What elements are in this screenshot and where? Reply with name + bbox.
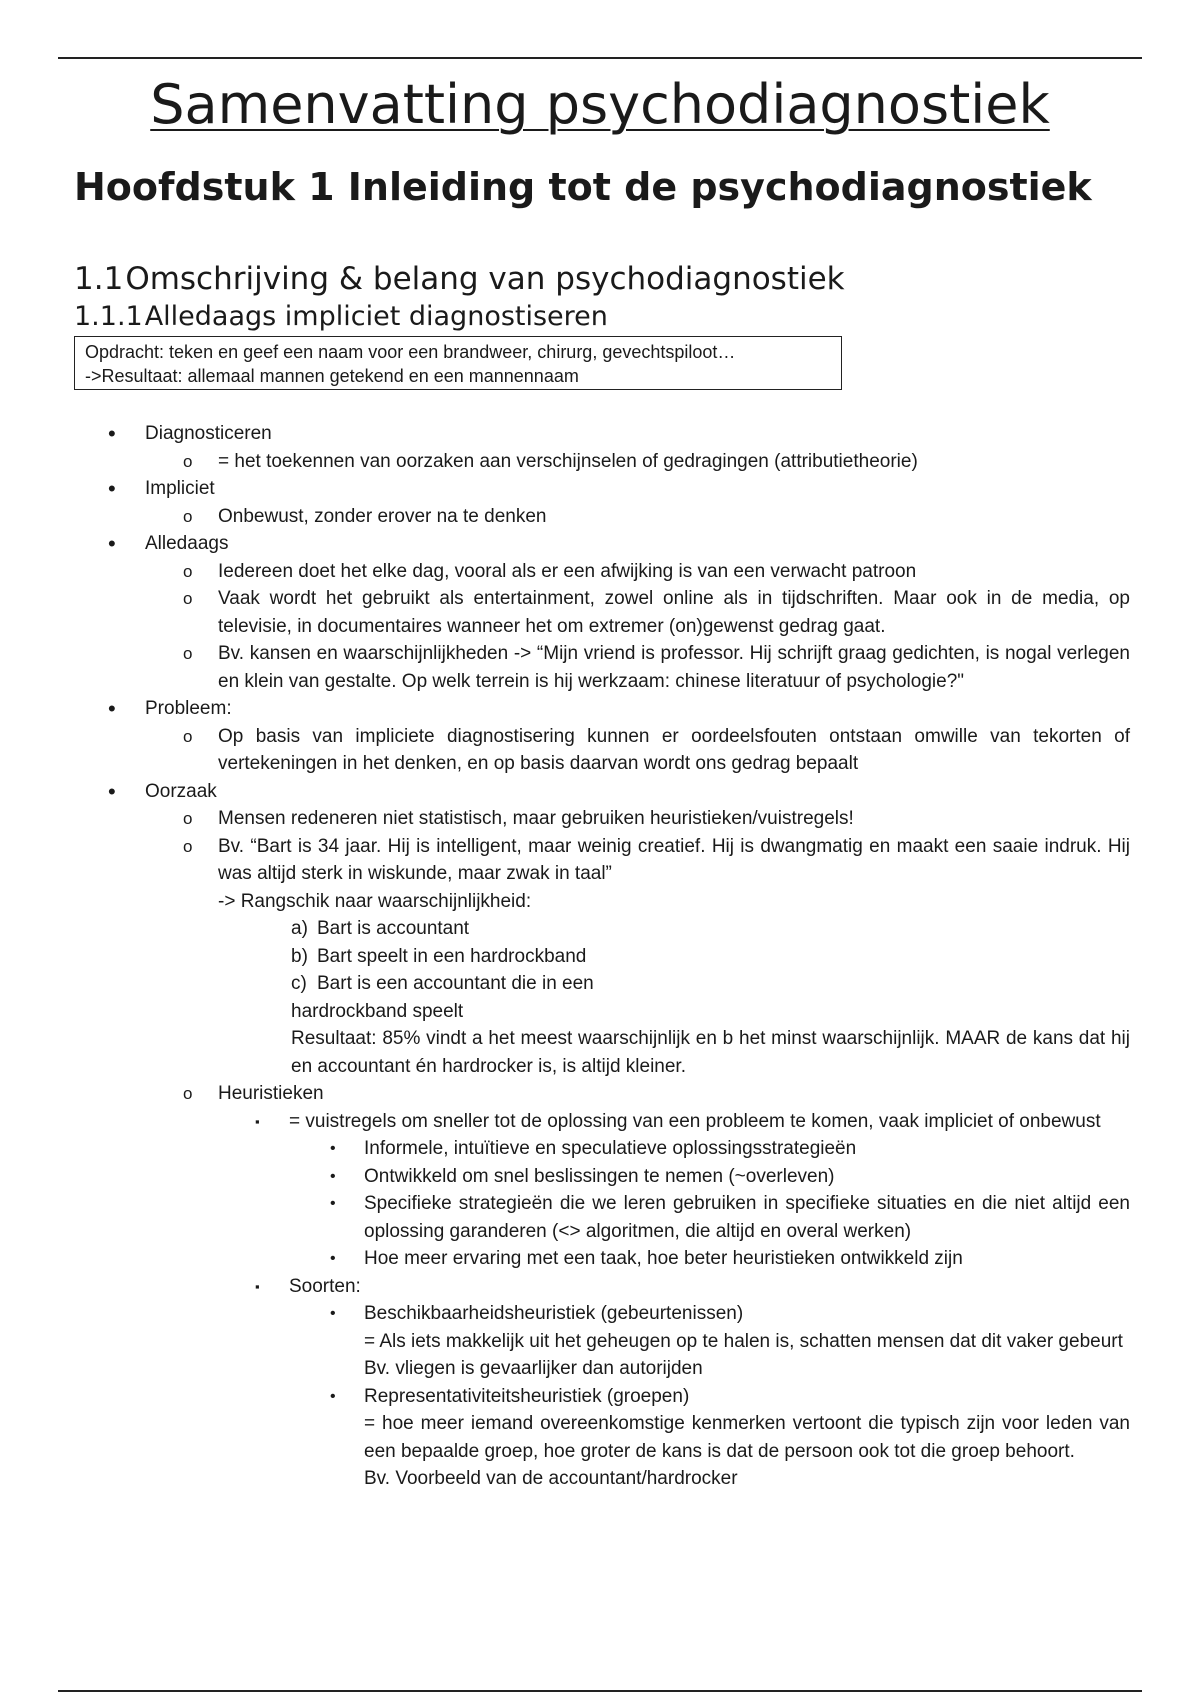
bullet-marker: •: [108, 476, 116, 501]
list-item: o Vaak wordt het gebruikt als entertainment, zowel online als in tijdschriften. Maar ook in de media, op televisie, in documentaires wanneer het om extremer (on)gewenst gedrag gaat.: [0, 585, 1130, 640]
bullet-marker: •: [330, 1195, 336, 1212]
bullet-marker: •: [330, 1167, 336, 1185]
list-item: o Bv. “Bart is 34 jaar. Hij is intelligent, maar weinig creatief. Hij is dwangmatig en maakt een saaie indruk. Hij was altijd sterk in wiskunde, maar zwak in taal”: [0, 833, 1130, 888]
section-number: 1.1: [74, 261, 124, 297]
list-item: • Beschikbaarheidsheuristiek (gebeurtenissen): [0, 1300, 1130, 1328]
list-item: • Specifieke strategieën die we leren gebruiken in specifieke situaties en die niet altijd een oplossing garanderen (<> algoritmen, die altijd en overal werken): [0, 1190, 1130, 1245]
list-item-continuation: Bv. Voorbeeld van de accountant/hardrocker: [364, 1468, 738, 1489]
list-item-continuation: = hoe meer iemand overeenkomstige kenmerken vertoont die typisch zijn voor leden van een bepaalde groep, hoe groter de kans is dat de persoon ook tot die groep behoort.: [364, 1413, 1130, 1462]
bullet-marker: •: [330, 1140, 336, 1157]
circle-marker: o: [183, 561, 193, 581]
chapter-heading: Hoofdstuk 1 Inleiding tot de psychodiagnostiek: [74, 165, 1092, 209]
list-item: o Onbewust, zonder erover na te denken: [0, 503, 1130, 531]
list-item-continuation: = Als iets makkelijk uit het geheugen op te halen is, schatten mensen dat dit vaker gebeurt: [364, 1330, 1123, 1352]
document-title: Samenvatting psychodiagnostiek: [150, 73, 1050, 136]
subsection-number: 1.1.1: [74, 301, 143, 332]
list-item: • Impliciet: [108, 476, 215, 501]
assignment-line: Opdracht: teken en geef een naam voor een brandweer, chirurg, gevechtspiloot…: [85, 342, 736, 362]
list-item: • Oorzaak: [108, 778, 217, 804]
circle-marker: o: [183, 1084, 193, 1103]
bullet-marker: •: [330, 1305, 336, 1322]
bullet-list: [0, 420, 1200, 1493]
list-item: • Ontwikkeld om snel beslissingen te nemen (~overleven): [0, 1163, 1130, 1191]
bottom-rule: [58, 1690, 1142, 1692]
list-item: o Op basis van impliciete diagnostisering kunnen er oordeelsfouten ontstaan omwille van tekorten of vertekeningen in het denken, en op basis daarvan wordt ons gedrag bepaalt: [0, 723, 1130, 778]
section-heading: [74, 259, 845, 299]
list-item: o = het toekennen van oorzaken aan verschijnselen of gedragingen (attributietheorie): [0, 448, 1130, 476]
list-item: • Informele, intuïtieve en speculatieve oplossingsstrategieën: [0, 1135, 1130, 1163]
option-item: b) Bart speelt in een hardrockband: [291, 945, 587, 967]
list-item: • Representativiteitsheuristiek (groepen): [0, 1383, 1130, 1411]
circle-marker: o: [183, 809, 193, 828]
circle-marker: o: [183, 836, 193, 856]
bullet-marker: •: [330, 1250, 336, 1267]
square-marker: ▪: [255, 1113, 260, 1129]
result-line: ->Resultaat: allemaal mannen getekend en een mannennaam: [85, 366, 579, 386]
list-item: • Probleem:: [108, 696, 232, 721]
circle-marker: o: [183, 726, 193, 746]
assignment-box: [74, 336, 842, 390]
list-item: o Heuristieken: [0, 1080, 1130, 1108]
bullet-marker: •: [330, 1387, 336, 1405]
circle-marker: o: [183, 644, 193, 663]
subsection-heading: [74, 300, 608, 334]
circle-marker: o: [183, 451, 193, 471]
circle-marker: o: [183, 589, 193, 608]
section-title: Omschrijving & belang van psychodiagnostiek: [125, 261, 845, 297]
circle-marker: o: [183, 506, 193, 526]
subsection-title: Alledaags impliciet diagnostiseren: [144, 301, 608, 332]
list-item-continuation: Bv. vliegen is gevaarlijker dan autorijden: [364, 1358, 703, 1379]
option-item: c) Bart is een accountant die in een: [291, 973, 594, 994]
list-item-continuation: -> Rangschik naar waarschijnlijkheid:: [218, 890, 532, 912]
list-item: o Mensen redeneren niet statistisch, maar gebruiken heuristieken/vuistregels!: [0, 805, 1130, 833]
list-item: o Iedereen doet het elke dag, vooral als er een afwijking is van een verwacht patroon: [0, 558, 1130, 586]
list-item: o Bv. kansen en waarschijnlijkheden -> “Mijn vriend is professor. Hij schrijft graag gedichten, is nogal verlegen en klein van gestalte. Op welk terrein is hij werkzaam: chinese literatuur of psychologie?": [0, 640, 1130, 695]
option-item: a) Bart is accountant: [291, 918, 470, 939]
list-item: ▪ = vuistregels om sneller tot de oplossing van een probleem te komen, vaak impliciet of onbewust: [0, 1108, 1130, 1136]
list-item: • Diagnosticeren: [108, 421, 272, 446]
bullet-marker: •: [108, 778, 116, 804]
list-item: • Hoe meer ervaring met een taak, hoe beter heuristieken ontwikkeld zijn: [0, 1245, 1130, 1273]
result-text: Resultaat: 85% vindt a het meest waarschijnlijk en b het minst waarschijnlijk. MAAR de kans dat hij en accountant én hardrocker is, is altijd kleiner.: [291, 1028, 1130, 1077]
option-item-continuation: hardrockband speelt: [291, 1000, 464, 1022]
bullet-marker: •: [108, 696, 116, 721]
bullet-marker: •: [108, 531, 116, 556]
top-rule: [58, 57, 1142, 59]
square-marker: ▪: [255, 1278, 260, 1294]
list-item: ▪ Soorten:: [0, 1273, 1130, 1301]
bullet-marker: •: [108, 421, 116, 446]
list-item: • Alledaags: [108, 531, 229, 556]
